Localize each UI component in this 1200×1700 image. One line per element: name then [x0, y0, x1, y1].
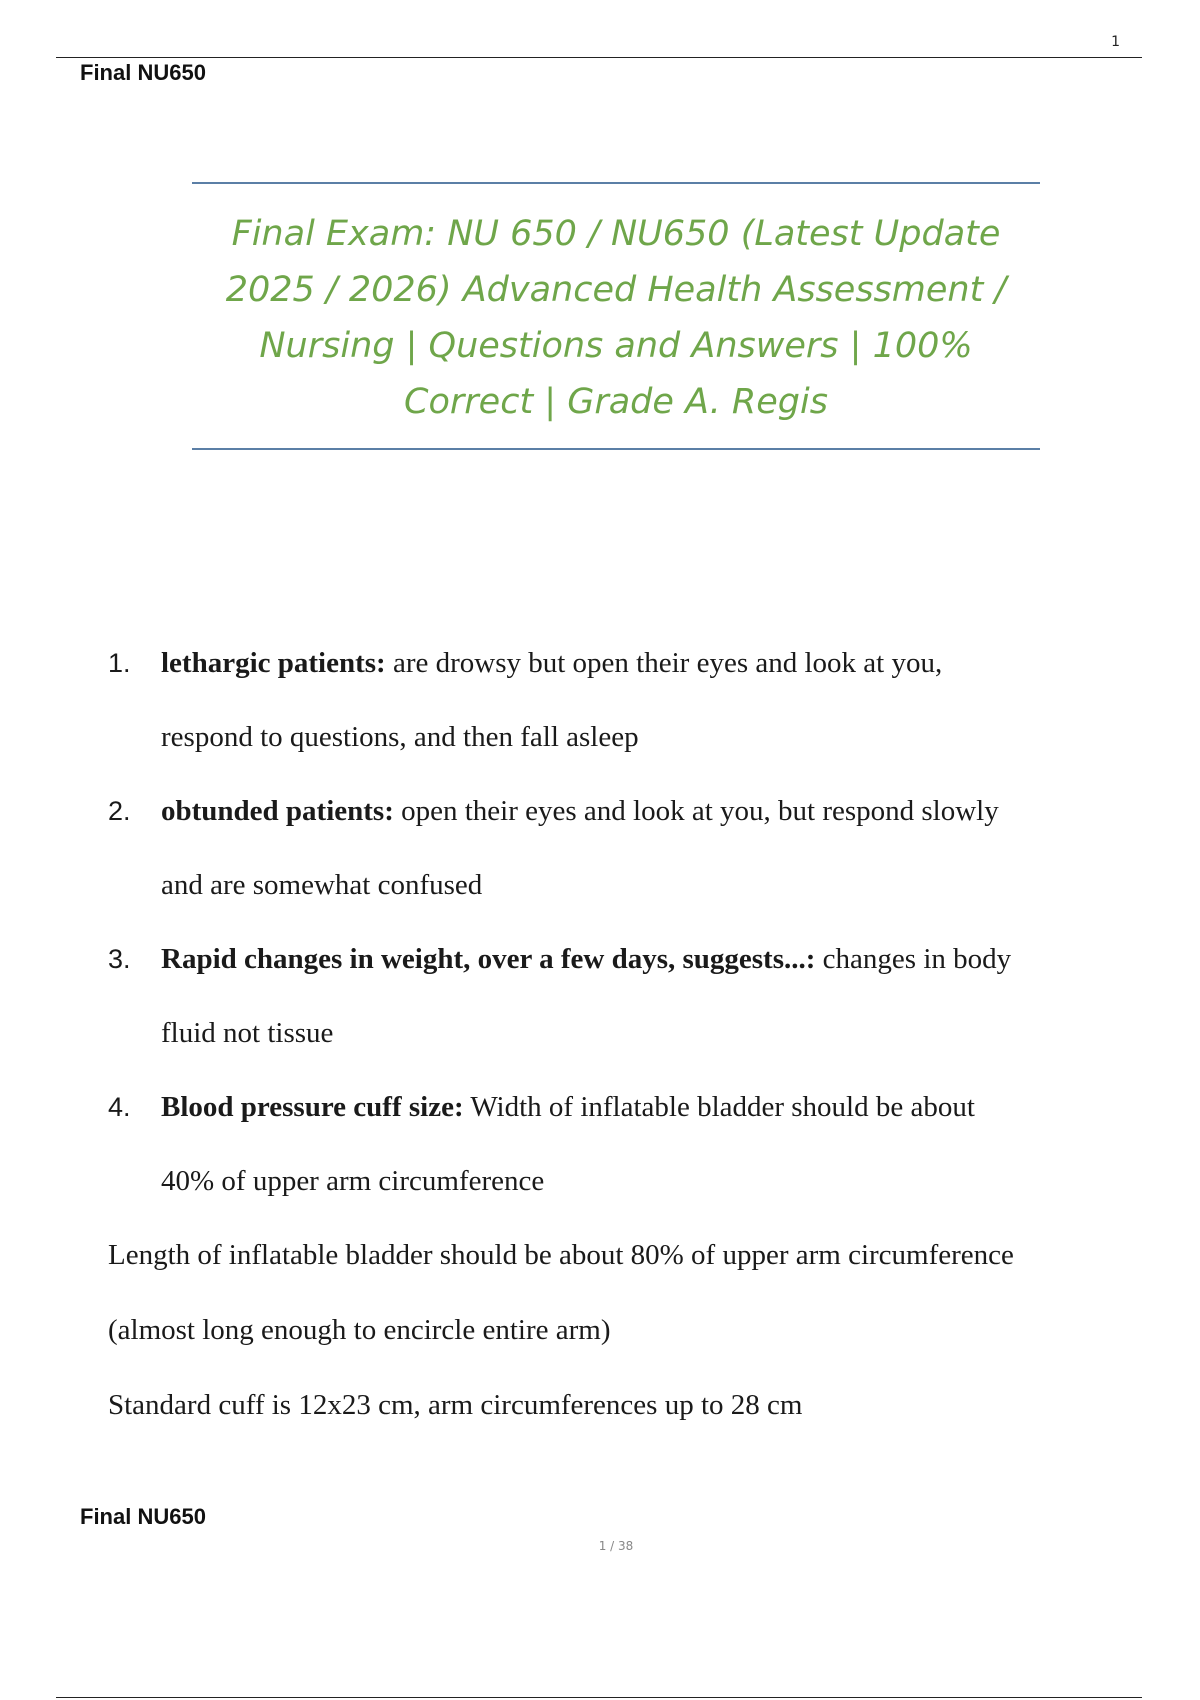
question-answer-continued: and are somewhat confused — [161, 869, 483, 901]
body-paragraph: Standard cuff is 12x23 cm, arm circumferences up to 28 cm — [108, 1389, 803, 1421]
question-item — [108, 626, 1138, 774]
question-answer: are drowsy but open their eyes and look at you, — [385, 647, 943, 679]
question-number: 4. — [108, 1092, 131, 1122]
footer-label: Final NU650 — [80, 1504, 206, 1529]
question-term: Rapid changes in weight, over a few days, suggests...: — [161, 943, 816, 975]
body-paragraph: Length of inflatable bladder should be about 80% of upper arm circumference — [108, 1239, 1014, 1271]
question-list — [108, 626, 1138, 1218]
document-title-line: 2025 / 2026) Advanced Health Assessment / — [225, 270, 1007, 310]
question-term: obtunded patients: — [161, 795, 394, 827]
answer-continuation-block — [108, 1218, 1148, 1443]
document-title-line: Final Exam: NU 650 / NU650 (Latest Update — [231, 214, 1001, 254]
question-answer: open their eyes and look at you, but respond slowly — [393, 795, 999, 827]
question-term: Blood pressure cuff size: — [161, 1091, 464, 1123]
footer-rule — [56, 1697, 1142, 1698]
question-number: 2. — [108, 796, 131, 826]
question-answer: changes in body — [815, 943, 1012, 975]
header-rule — [56, 57, 1142, 58]
question-answer-continued: respond to questions, and then fall asleep — [161, 721, 639, 753]
footer-page-indicator: 1 / 38 — [598, 1539, 634, 1553]
body-paragraph: (almost long enough to encircle entire arm) — [108, 1314, 611, 1346]
question-item — [108, 922, 1138, 1070]
page-number: 1 — [1111, 34, 1120, 50]
question-term: lethargic patients: — [161, 647, 386, 679]
question-item — [108, 1070, 1138, 1218]
document-title-line: Nursing | Questions and Answers | 100% — [259, 326, 973, 366]
question-number: 1. — [108, 648, 131, 678]
header-label: Final NU650 — [80, 60, 206, 85]
question-answer-continued: fluid not tissue — [161, 1017, 334, 1049]
question-answer-continued: 40% of upper arm circumference — [161, 1165, 545, 1197]
document-title-line: Correct | Grade A. Regis — [404, 382, 828, 422]
question-item — [108, 774, 1138, 922]
question-number: 3. — [108, 944, 131, 974]
document-title-block — [192, 182, 1040, 450]
question-answer: Width of inflatable bladder should be about — [463, 1091, 975, 1123]
